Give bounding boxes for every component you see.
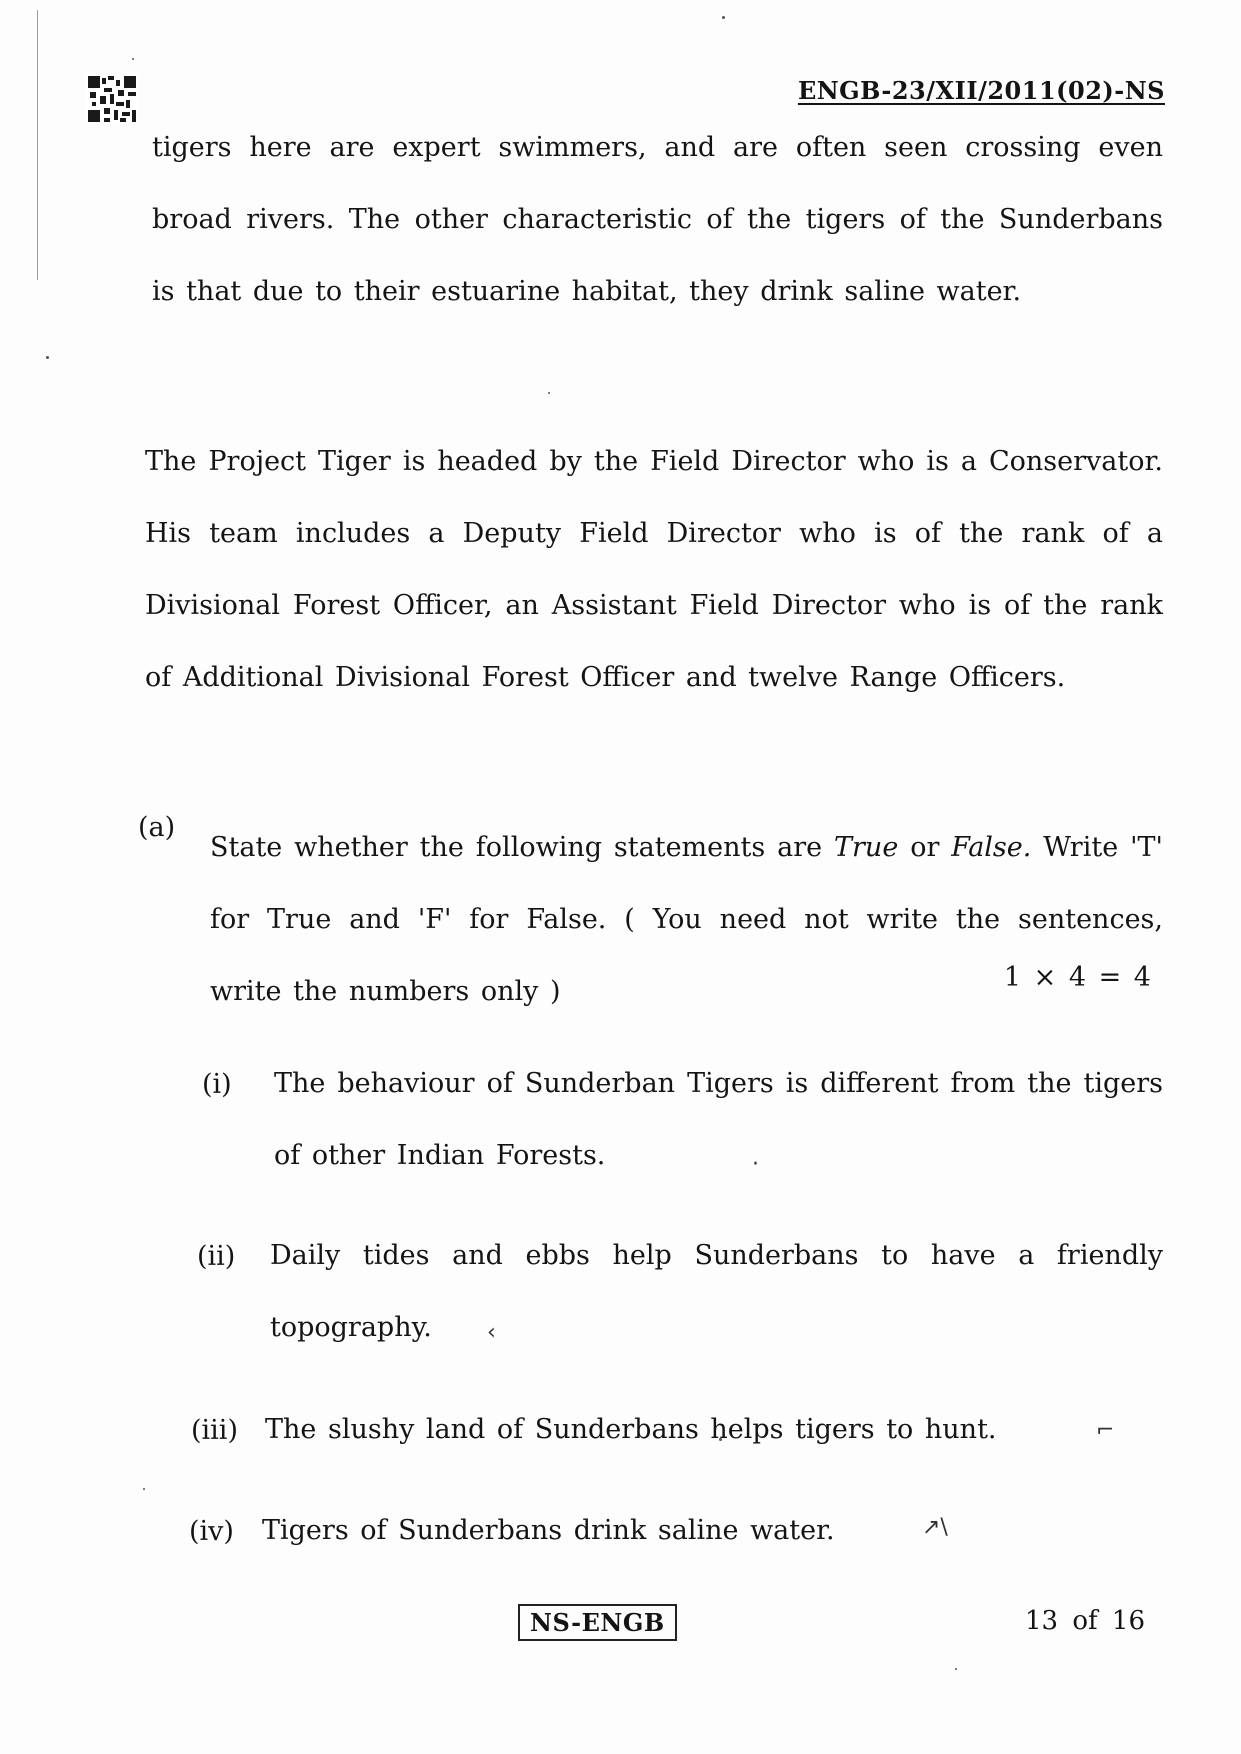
- question-text-intro: State whether the following statements are: [210, 832, 823, 863]
- item-number: (ii): [197, 1241, 236, 1272]
- qr-code-icon: [86, 74, 138, 124]
- scan-speck: [722, 16, 725, 19]
- question-label: (a): [138, 812, 176, 843]
- scan-speck: [143, 1488, 145, 1490]
- scan-speck: [955, 1668, 957, 1670]
- false-word: False.: [951, 832, 1032, 863]
- marks-allocation: 1 × 4 = 4: [1003, 962, 1151, 993]
- document-code: ENGB-23/XII/2011(02)-NS: [797, 76, 1165, 105]
- handwritten-mark: ·: [752, 1152, 759, 1177]
- handwritten-mark: ‹: [487, 1320, 496, 1345]
- passage-paragraph-2: The Project Tiger is headed by the Field Director who is a Conservator. His team includes a Deputy Field Director who is of the rank of a Divisional Forest Officer, an Assistant Field Director who is of the rank of Additional Divisional Forest Officer and twelve Range Officers.: [145, 446, 1163, 693]
- question-text-rest: Write 'T' for True and 'F' for False. ( You need not write the sentences, write the numbers only ): [210, 832, 1163, 1007]
- question-instructions: [210, 812, 1163, 1028]
- item-number: (i): [202, 1069, 232, 1100]
- scan-speck: [548, 392, 550, 394]
- or-word: or: [910, 832, 940, 863]
- handwritten-mark: ↗\: [922, 1515, 948, 1540]
- item-number: (iii): [191, 1415, 238, 1446]
- true-word: True: [834, 832, 899, 863]
- scan-margin-line: [37, 10, 38, 280]
- item-number: (iv): [189, 1516, 234, 1547]
- statement-item: The behaviour of Sunderban Tigers is different from the tigers of other Indian Forests.: [274, 1068, 1163, 1171]
- footer-code-box: NS-ENGB: [518, 1604, 677, 1641]
- handwritten-mark: ⌐: [1096, 1418, 1115, 1443]
- passage-paragraph-1: tigers here are expert swimmers, and are often seen crossing even broad rivers. The other characteristic of the tigers of the Sunderbans is that due to their estuarine habitat, they drink saline water.: [152, 132, 1163, 307]
- scan-speck: [46, 356, 49, 359]
- statement-item: The slushy land of Sunderbans helps tigers to hunt.: [265, 1414, 997, 1445]
- page-number: 13 of 16: [1025, 1606, 1145, 1636]
- scan-speck: [132, 58, 134, 60]
- statement-item: Daily tides and ebbs help Sunderbans to have a friendly topography.: [270, 1240, 1163, 1343]
- statement-item: Tigers of Sunderbans drink saline water.: [262, 1515, 835, 1546]
